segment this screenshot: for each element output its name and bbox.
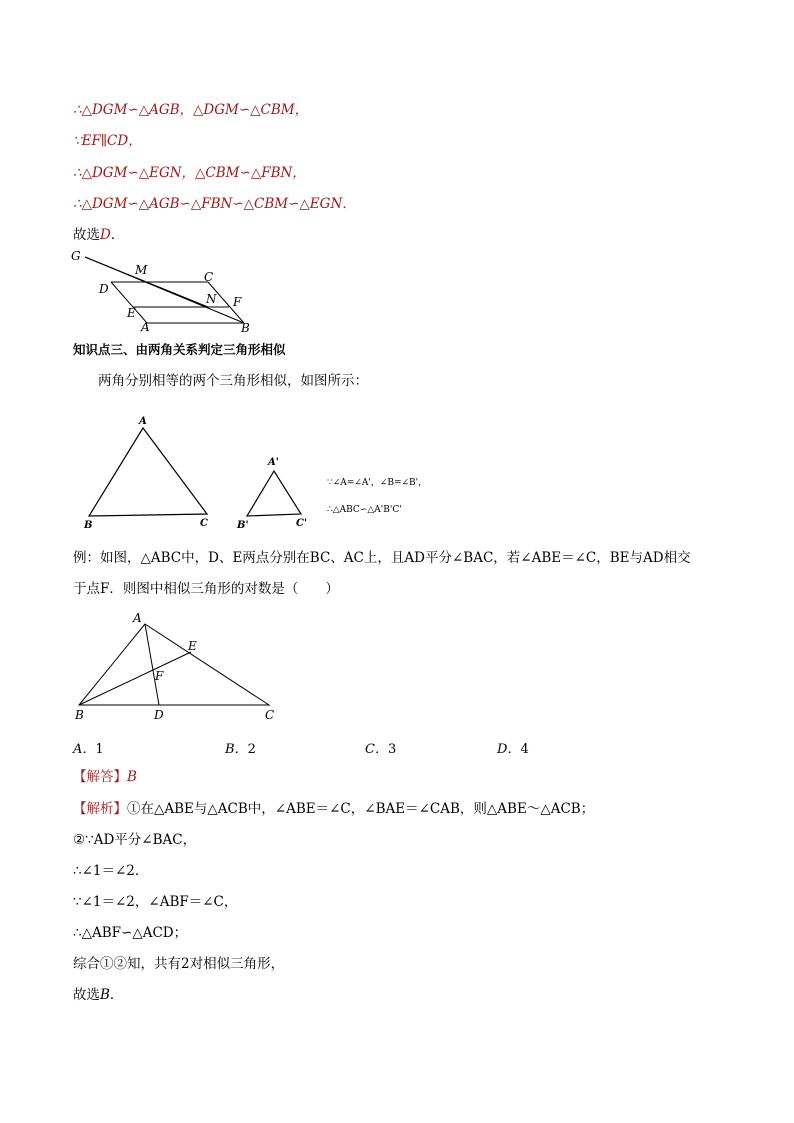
note-given: ∵∠A=∠A'，∠B=∠B'，: [327, 478, 428, 488]
label-a-prime: A': [268, 457, 279, 468]
label-c-prime: C': [296, 518, 308, 529]
conclusion-answer: D: [100, 227, 111, 243]
analysis-line-2: ②∵AD平分∠BAC，: [73, 832, 197, 848]
option-a-value: 1: [95, 742, 104, 757]
analysis-line-4: ∵∠1＝∠2，∠ABF＝∠C，: [73, 894, 238, 910]
label-g: G: [71, 249, 81, 263]
section-intro: 两角分别相等的两个三角形相似，如图所示：: [98, 373, 368, 389]
option-b-value: 2: [247, 742, 256, 757]
option-d-value: 4: [520, 742, 529, 757]
answer-tag: 【解答】: [73, 769, 127, 785]
label-b-prime: B': [237, 520, 249, 531]
analysis-line-1: [73, 800, 594, 818]
label-m: M: [135, 263, 148, 277]
figure-parallelogram: [65, 245, 265, 340]
label-b: B: [75, 708, 84, 722]
conclusion-suffix: ．: [110, 227, 125, 243]
line-ad: [145, 624, 159, 705]
proof-line-4: ∴△DGM∽△AGB∽△FBN∽△CBM∽△EGN．: [73, 196, 356, 212]
label-c: C: [265, 708, 275, 722]
analysis-line-5: ∴△ABF∽△ACD；: [73, 925, 188, 941]
figure-triangle-bisector: [70, 610, 285, 725]
label-f: F: [233, 295, 242, 309]
example-line-2: 于点F．则图中相似三角形的对数是（ ）: [73, 581, 339, 597]
triangle-abc: [79, 624, 269, 705]
label-a: A: [141, 320, 150, 334]
option-d-letter: D．: [497, 742, 521, 757]
label-e: E: [188, 639, 197, 653]
analysis-line-3: ∴∠1＝∠2．: [73, 863, 149, 879]
label-d: D: [154, 708, 164, 722]
line-be: [79, 652, 191, 705]
analysis-text-1: ①在△ABE与△ACB中，∠ABE＝∠C，∠BAE＝∠CAB，则△ABE～△ACB；: [127, 801, 595, 817]
option-b[interactable]: [225, 738, 256, 757]
label-c: C: [204, 270, 214, 284]
conclusion-prefix: 故选: [73, 227, 100, 243]
note-conclusion: ∴△ABC∽△A'B'C': [327, 505, 402, 515]
proof-line-3: ∴△DGM∽△EGN，△CBM∽△FBN，: [73, 165, 306, 181]
proof-line-2: ∵EF∥CD，: [73, 133, 142, 149]
analysis-conclusion: [73, 986, 123, 1004]
example-line-1: 例：如图，△ABC中，D、E两点分别在BC、AC上，且AD平分∠BAC，若∠ABE＝∠C，BE与AD相交: [73, 550, 691, 566]
option-d[interactable]: [497, 738, 529, 757]
label-b: B: [84, 520, 93, 531]
label-d: D: [99, 282, 109, 296]
option-b-letter: B．: [225, 742, 248, 757]
option-c-letter: C．: [365, 742, 388, 757]
option-a-letter: A．: [73, 742, 96, 757]
analysis-line-6: 综合①②知，共有2对相似三角形，: [73, 956, 285, 972]
answer-line: [73, 768, 137, 786]
analysis-conclusion-prefix: 故选: [73, 987, 100, 1003]
figure-similar-triangles: [75, 410, 455, 535]
analysis-conclusion-answer: B: [100, 987, 110, 1003]
section-heading: 知识点三、由两角关系判定三角形相似: [73, 342, 286, 357]
analysis-conclusion-suffix: ．: [109, 987, 124, 1003]
option-a[interactable]: [73, 738, 104, 757]
label-a: A: [133, 611, 142, 625]
label-a: A: [139, 416, 147, 427]
proof-conclusion: [73, 226, 124, 244]
label-b: B: [241, 321, 250, 335]
triangle-abc-prime: [247, 471, 301, 516]
answer-value: B: [127, 769, 137, 785]
option-c[interactable]: [365, 738, 396, 757]
option-c-value: 3: [387, 742, 397, 757]
label-e: E: [127, 306, 136, 320]
analysis-tag: 【解析】: [73, 801, 127, 817]
label-n: N: [206, 292, 217, 306]
triangle-abc: [89, 428, 207, 516]
label-f: F: [155, 669, 164, 683]
proof-line-1: ∴△DGM∽△AGB，△DGM∽△CBM，: [73, 102, 309, 118]
label-c: C: [200, 518, 208, 529]
